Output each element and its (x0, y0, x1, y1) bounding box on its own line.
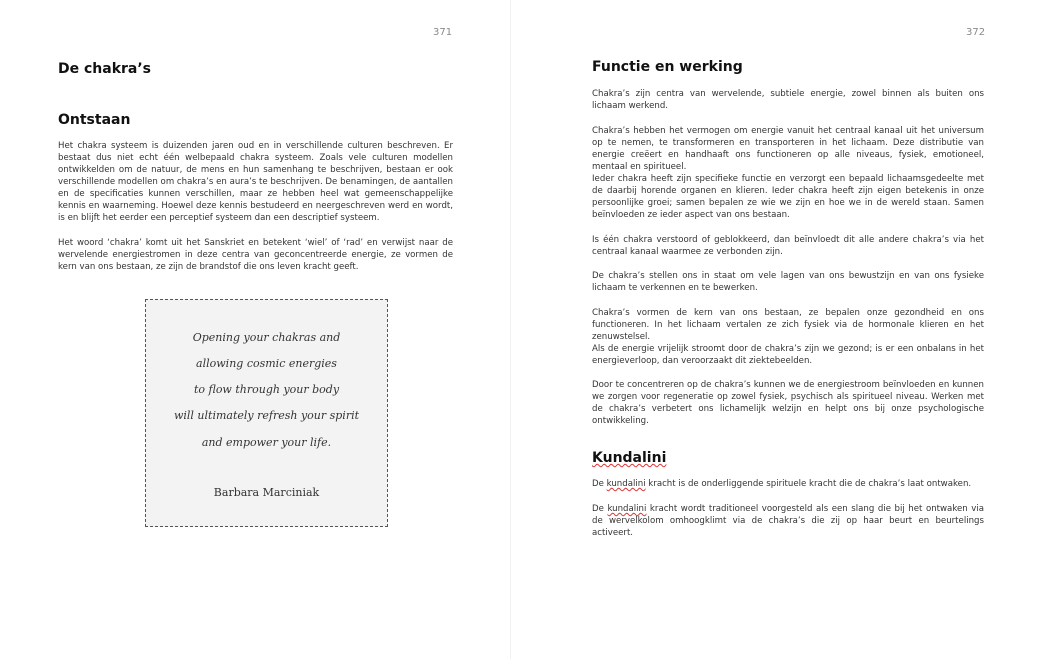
paragraph: Het woord ‘chakra’ komt uit het Sanskriet en betekent ‘wiel’ of ‘rad’ en verwijst naar de wervelende energiestromen in deze centra van geconcentreerde energie, ze vormen de kern van ons bestaan, ze zijn de brandstof die ons leven kracht geeft. (58, 238, 453, 272)
paragraph: Het chakra systeem is duizenden jaren oud en in verschillende culturen beschreven. Er bestaat dus niet echt één welbepaald chakra systeem. Zoals vele culturen modellen ontwikkelden om de natuur, de mens en hun samenhang te beschrijven, bestaan er ook verschillende modellen om chakra’s en aura’s te beschrijven. De benamingen, de aantallen en de specificaties kunnen verschillen, maar ze hebben heel wat gemeenschappelijke kennis en waarneming. Hoewel deze kennis bestudeerd en neergeschreven werd en wordt, is en blijft het eerder een perceptief systeem dan een descriptief systeem. (58, 141, 453, 223)
paragraph (592, 478, 984, 490)
paragraph: Chakra’s vormen de kern van ons bestaan, ze bepalen onze gezondheid en ons functioneren. In het lichaam vertalen ze zich fysiek via de hormonale klieren en het zenuwstelsel. (592, 308, 984, 342)
page-number: 371 (433, 27, 453, 38)
spellcheck-word: kundalini (606, 479, 646, 489)
left-page (0, 0, 510, 659)
section-heading-kundalini: Kundalini (592, 450, 667, 466)
quote-box (145, 299, 388, 527)
quote-line: Opening your chakras and (192, 331, 341, 344)
text-span: De (592, 504, 608, 514)
section-heading-functie: Functie en werking (592, 59, 743, 75)
quote-line: to flow through your body (193, 383, 340, 396)
quote-author: Barbara Marciniak (213, 486, 320, 499)
quote-line: will ultimately refresh your spirit (173, 409, 360, 422)
chapter-title: De chakra’s (58, 61, 152, 77)
paragraph (592, 503, 984, 539)
paragraph: Als de energie vrijelijk stroomt door de chakra’s zijn we gezond; is er een onbalans in het energieverloop, dan veroorzaakt dit ziektebeelden. (592, 344, 984, 366)
text-span: kracht wordt traditioneel voorgesteld als een slang die bij het ontwaken via de wervelkolom omhoogklimt via de chakra’s die zij op haar beurt en beurtelings activeert. (592, 504, 984, 538)
quote-line: allowing cosmic energies (196, 357, 337, 370)
paragraph: Door te concentreren op de chakra’s kunnen we de energiestroom beïnvloeden en kunnen we zorgen voor regeneratie op zowel fysiek, psychisch als spiritueel niveau. Werken met de chakra’s verbetert ons lichamelijk welzijn en helpt ons bij onze psychologische ontwikkeling. (592, 380, 984, 426)
text-span: kracht is de onderliggende spirituele kracht die de chakra’s laat ontwaken. (645, 479, 972, 489)
right-page (512, 0, 1038, 659)
quote-line: and empower your life. (201, 436, 332, 449)
page-number: 372 (966, 27, 986, 38)
paragraph: Chakra’s zijn centra van wervelende, subtiele energie, zowel binnen als buiten ons lichaam werkend. (592, 89, 984, 111)
paragraph: De chakra’s stellen ons in staat om vele lagen van ons bewustzijn en van ons fysieke lichaam te verkennen en te bewerken. (592, 271, 984, 293)
paragraph: Chakra’s hebben het vermogen om energie vanuit het centraal kanaal uit het universum op te nemen, te transformeren en transporteren in het lichaam. Deze distributie van energie creëert en handhaaft ons functioneren op alle niveaus, fysiek, emotioneel, mentaal en spiritueel. (592, 126, 984, 172)
text-span: De (592, 479, 607, 489)
section-heading-ontstaan: Ontstaan (58, 112, 131, 128)
paragraph: Is één chakra verstoord of geblokkeerd, dan beïnvloedt dit alle andere chakra’s via het centraal kanaal waarmee ze verbonden zijn. (592, 235, 984, 257)
paragraph: Ieder chakra heeft zijn specifieke functie en verzorgt een bepaald lichaamsgedeelte met de daarbij horende organen en klieren. Ieder chakra heeft zijn eigen betekenis in onze persoonlijke groei; samen bepalen ze wie we zijn en hoe we in de wereld staan. Samen beïnvloeden ze ieder aspect van ons bestaan. (592, 174, 984, 220)
page-gutter (510, 0, 511, 659)
spellcheck-word: kundalini (607, 504, 647, 514)
